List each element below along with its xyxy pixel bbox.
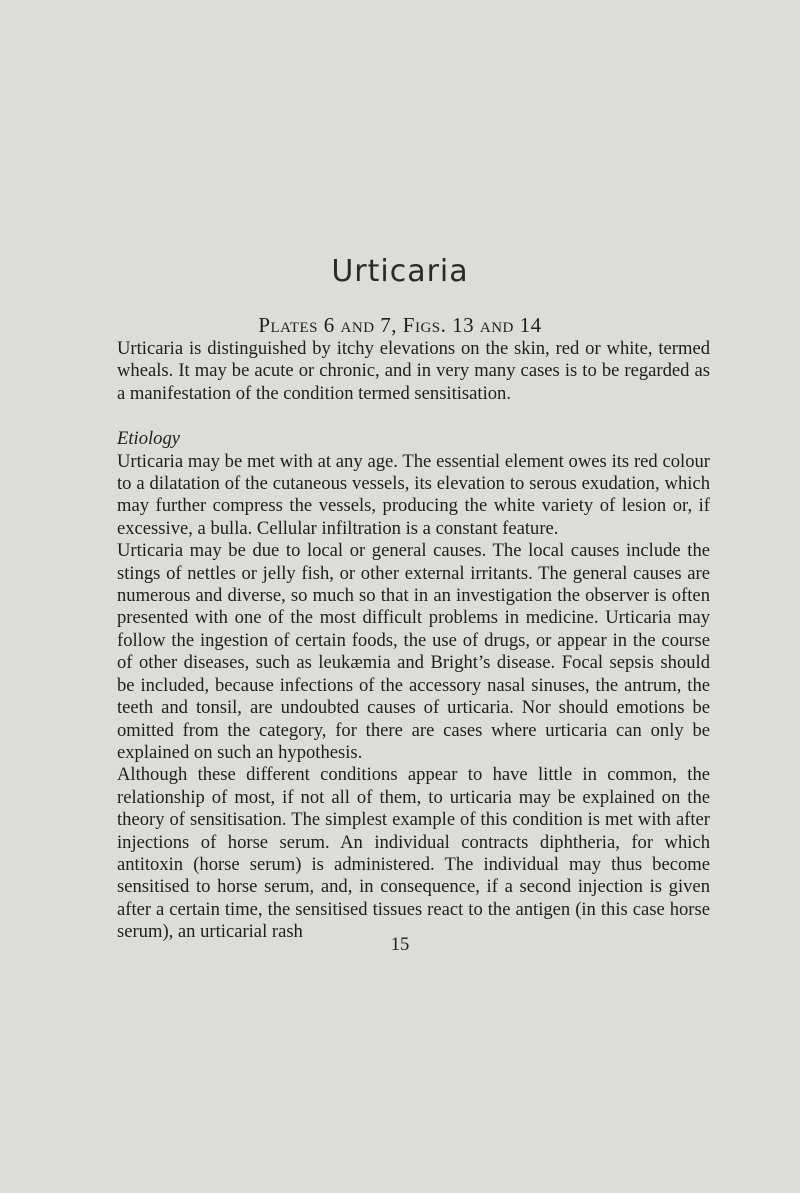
subtitle-and-2: and xyxy=(479,313,514,337)
subtitle-fig-13: 13 xyxy=(452,313,475,337)
chapter-title: Urticaria xyxy=(331,254,469,289)
etiology-paragraph-1: Urticaria may be met with at any age. The essential element owes its red colour to a dilatation of the cutaneous vessels, its elevation to serous exudation, which may further compress the vessels, producing the white variety of lesion or, if excessive, a bulla. Cellular infiltration is a constant feature. xyxy=(117,450,710,539)
subtitle-and-1: and xyxy=(340,313,375,337)
chapter-subtitle xyxy=(0,313,800,338)
etiology-paragraph-2: Urticaria may be due to local or general causes. The local causes include the stings of nettles or jelly fish, or other external irritants. The general causes are numerous and diverse, so much so that in an investigation the observer is often presented with one of the most difficult problems in medicine. Urticaria may follow the ingestion of certain foods, the use of drugs, or appear in the course of other diseases, such as leukæmia and Bright’s disease. Focal sepsis should be included, because infections of the accessory nasal sinuses, the antrum, the teeth and tonsil, are undoubted causes of urticaria. Nor should emotions be omitted from the category, for there are cases where urticaria can only be explained on such an hypothesis. xyxy=(117,540,710,763)
page-number: 15 xyxy=(390,934,410,955)
subtitle-fig-14: 14 xyxy=(519,313,542,337)
etiology-paragraph-3: Although these different conditions appear to have little in common, the relationship of most, if not all of them, to urticaria may be explained on the theory of sensitisation. The simplest example of this condition is met with after injections of horse serum. An individual contracts diphtheria, for which antitoxin (horse serum) is administered. The individual may thus become sensitised to horse serum, and, in consequence, if a second injection is given after a certain time, the sensitised tissues react to the antigen (in this case horse serum), an urticarial rash xyxy=(117,764,710,943)
subtitle-plate-7: 7, xyxy=(380,313,398,337)
body-text xyxy=(117,338,710,944)
intro-paragraph: Urticaria is distinguished by itchy elevations on the skin, red or white, termed wheals. It may be acute or chronic, and in very many cases is to be regarded as a manifestation of the condition termed sensitisation. xyxy=(117,338,710,404)
subtitle-plate-6: 6 xyxy=(323,313,335,337)
etiology-heading: Etiology xyxy=(117,428,180,450)
subtitle-figs-word: Figs. xyxy=(402,313,447,337)
subtitle-plates-word: Plates xyxy=(258,313,319,337)
